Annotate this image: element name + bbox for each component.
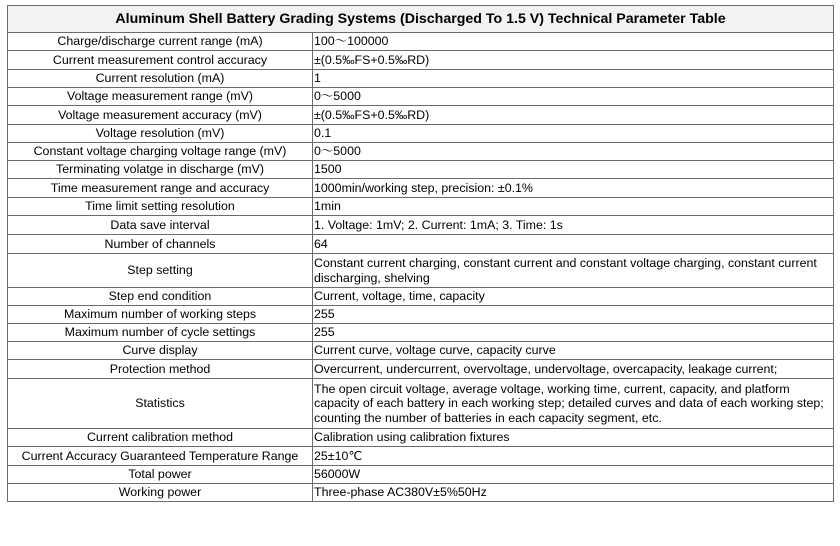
param-name: Total power <box>8 466 313 484</box>
param-value: 255 <box>313 306 834 324</box>
table-row <box>8 429 834 447</box>
table-row <box>8 360 834 379</box>
param-value: 1500 <box>313 161 834 179</box>
table-row <box>8 125 834 143</box>
param-value: The open circuit voltage, average voltage, working time, current, capacity, and platform capacity of each battery in each working step; detailed curves and data of each working step; counting the number of batteries in each capacity segment, etc. <box>313 379 834 429</box>
param-value: Calibration using calibration fixtures <box>313 429 834 447</box>
param-name: Voltage resolution (mV) <box>8 125 313 143</box>
table-row <box>8 198 834 216</box>
parameter-table-container <box>7 5 833 502</box>
table-row <box>8 466 834 484</box>
param-value: 1. Voltage: 1mV; 2. Current: 1mA; 3. Time: 1s <box>313 216 834 235</box>
table-title: Aluminum Shell Battery Grading Systems (Discharged To 1.5 V) Technical Parameter Table <box>8 6 834 33</box>
table-row <box>8 254 834 288</box>
param-value: Overcurrent, undercurrent, overvoltage, undervoltage, overcapacity, leakage current; <box>313 360 834 379</box>
param-name: Current Accuracy Guaranteed Temperature Range <box>8 447 313 466</box>
param-name: Maximum number of working steps <box>8 306 313 324</box>
param-name: Maximum number of cycle settings <box>8 324 313 342</box>
param-name: Statistics <box>8 379 313 429</box>
param-value: 0～5000 <box>313 88 834 106</box>
table-row <box>8 306 834 324</box>
param-name: Step setting <box>8 254 313 288</box>
technical-parameter-table <box>7 5 834 502</box>
param-value: ±(0.5‰FS+0.5‰RD) <box>313 51 834 70</box>
param-name: Data save interval <box>8 216 313 235</box>
param-name: Charge/discharge current range (mA) <box>8 33 313 51</box>
table-row <box>8 324 834 342</box>
table-row <box>8 106 834 125</box>
table-row <box>8 70 834 88</box>
param-name: Curve display <box>8 342 313 360</box>
param-value: 64 <box>313 235 834 254</box>
param-value: 1000min/working step, precision: ±0.1% <box>313 179 834 198</box>
table-row <box>8 33 834 51</box>
param-value: ±(0.5‰FS+0.5‰RD) <box>313 106 834 125</box>
param-name: Current measurement control accuracy <box>8 51 313 70</box>
table-row <box>8 379 834 429</box>
table-row <box>8 179 834 198</box>
param-name: Working power <box>8 484 313 502</box>
param-value: 56000W <box>313 466 834 484</box>
param-name: Current resolution (mA) <box>8 70 313 88</box>
table-row <box>8 484 834 502</box>
param-name: Current calibration method <box>8 429 313 447</box>
param-value: Constant current charging, constant current and constant voltage charging, constant current discharging, shelving <box>313 254 834 288</box>
table-row <box>8 161 834 179</box>
param-name: Protection method <box>8 360 313 379</box>
table-row <box>8 51 834 70</box>
table-title-row <box>8 6 834 33</box>
param-value: Three-phase AC380V±5%50Hz <box>313 484 834 502</box>
param-name: Constant voltage charging voltage range (mV) <box>8 143 313 161</box>
param-name: Time measurement range and accuracy <box>8 179 313 198</box>
param-value: Current curve, voltage curve, capacity curve <box>313 342 834 360</box>
param-value: 255 <box>313 324 834 342</box>
param-value: Current, voltage, time, capacity <box>313 288 834 306</box>
param-name: Step end condition <box>8 288 313 306</box>
table-row <box>8 447 834 466</box>
param-name: Time limit setting resolution <box>8 198 313 216</box>
table-row <box>8 235 834 254</box>
param-value: 1 <box>313 70 834 88</box>
param-value: 1min <box>313 198 834 216</box>
table-row <box>8 216 834 235</box>
param-value: 0～5000 <box>313 143 834 161</box>
param-name: Number of channels <box>8 235 313 254</box>
table-row <box>8 143 834 161</box>
table-row <box>8 88 834 106</box>
param-name: Voltage measurement accuracy (mV) <box>8 106 313 125</box>
param-name: Voltage measurement range (mV) <box>8 88 313 106</box>
table-row <box>8 342 834 360</box>
param-name: Terminating volatge in discharge (mV) <box>8 161 313 179</box>
param-value: 25±10℃ <box>313 447 834 466</box>
param-value: 0.1 <box>313 125 834 143</box>
param-value: 100～100000 <box>313 33 834 51</box>
table-row <box>8 288 834 306</box>
